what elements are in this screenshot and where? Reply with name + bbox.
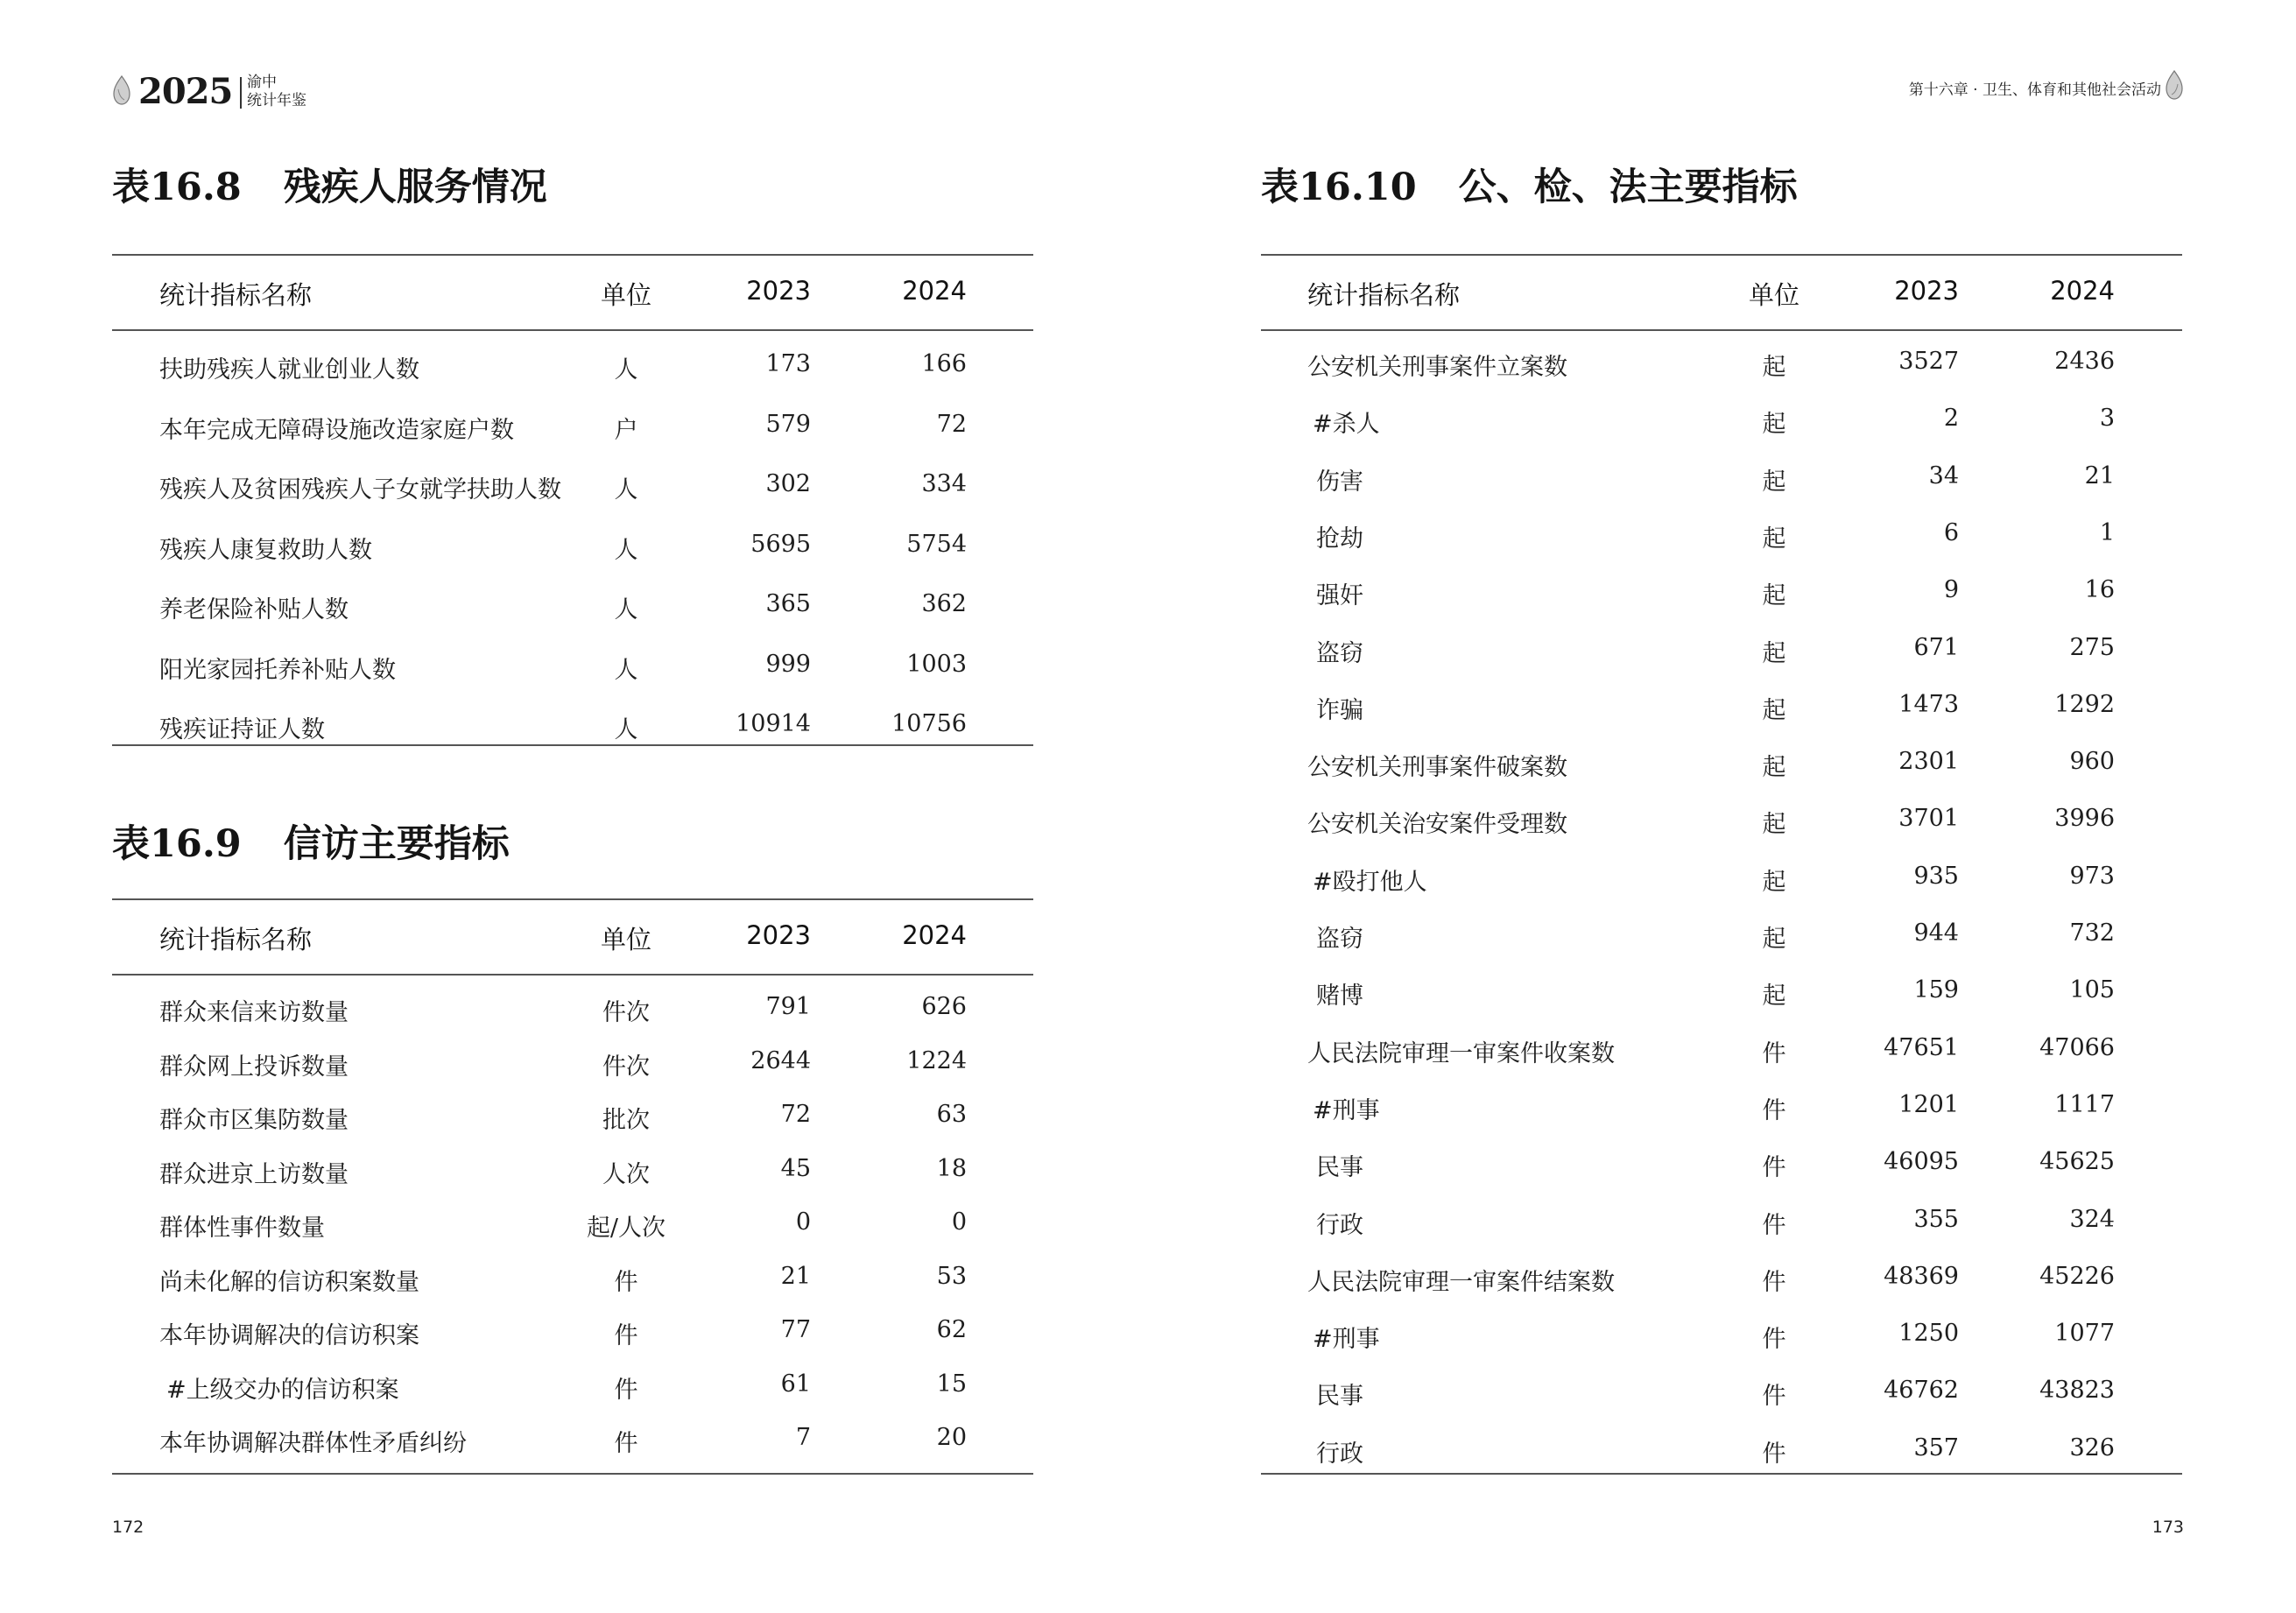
unit-cell: 人次: [602, 1160, 650, 1188]
indicator-name: 群众市区集防数量: [159, 1107, 349, 1134]
table-16-10-header: [0, 276, 2277, 311]
value-2024: 20: [936, 1424, 967, 1451]
table-name: 残疾人服务情况: [283, 166, 547, 209]
unit-cell: 件: [1762, 1096, 1786, 1124]
indicator-name: 残疾人及贫困残疾人子女就学扶助人数: [159, 476, 561, 504]
yearbook-name-line2: 统计年鉴: [247, 92, 306, 109]
value-2024: 21: [2084, 461, 2115, 490]
unit-cell: 件: [614, 1376, 638, 1404]
header-unit: 单位: [600, 925, 651, 954]
unit-cell: 件: [1762, 1440, 1786, 1468]
value-2024: 10756: [891, 710, 967, 737]
yearbook-name-line1: 渝中: [247, 74, 277, 91]
ink-drop-icon: [2165, 70, 2184, 100]
table-row: [0, 1206, 2271, 1241]
value-2023: 5695: [750, 530, 811, 558]
table-row: [0, 805, 2271, 840]
value-2023: 1473: [1898, 690, 1959, 718]
yearbook-name: [247, 74, 317, 110]
value-2024: 960: [2069, 748, 2115, 776]
table-row: [0, 348, 2271, 383]
value-2024: 105: [2069, 976, 2115, 1004]
table-row: [0, 976, 2271, 1011]
value-2023: 944: [1913, 919, 1959, 947]
indicator-name: 赌博: [1316, 983, 1363, 1011]
value-2024: 1117: [2054, 1090, 2115, 1118]
indicator-name: 公安机关治安案件受理数: [1307, 811, 1567, 839]
value-2024: 1077: [2054, 1320, 2115, 1348]
indicator-name: #上级交办的信访积案: [166, 1376, 399, 1404]
indicator-name: 行政: [1316, 1440, 1363, 1468]
value-2024: 45226: [2039, 1262, 2115, 1290]
unit-cell: 件次: [602, 1053, 650, 1081]
table-name: 信访主要指标: [283, 822, 510, 866]
table-bottom-rule: [1261, 1473, 2182, 1475]
table-16-8-title: [112, 158, 547, 211]
value-2024: 0: [951, 1208, 967, 1236]
table-row: [0, 462, 2271, 497]
indicator-name: 扶助残疾人就业创业人数: [159, 356, 419, 384]
table-row: [0, 1434, 2271, 1469]
table-bottom-rule: [112, 744, 1033, 746]
unit-cell: 起: [1762, 754, 1786, 782]
indicator-name: 民事: [1316, 1383, 1363, 1411]
indicator-name: 养老保险补贴人数: [159, 596, 349, 623]
unit-cell: 件: [1762, 1326, 1786, 1354]
table-row: [0, 1148, 2271, 1183]
unit-cell: 起: [1762, 525, 1786, 553]
value-2024: 973: [2069, 862, 2115, 890]
header-year-2024: 2024: [902, 276, 967, 306]
value-2024: 3996: [2054, 805, 2115, 833]
table-top-rule: [112, 254, 1033, 256]
indicator-name: 群众来信来访数量: [159, 999, 349, 1026]
value-2023: 46762: [1884, 1377, 1959, 1405]
value-2023: 34: [1928, 461, 1959, 490]
table-row: [0, 405, 2271, 440]
indicator-name: 阳光家园托养补贴人数: [159, 656, 396, 684]
unit-cell: 起: [1762, 926, 1786, 953]
value-2023: 45: [780, 1154, 811, 1182]
table-row: [0, 634, 2271, 669]
value-2024: 1292: [2054, 690, 2115, 718]
indicator-name: 本年协调解决的信访积案: [159, 1322, 419, 1349]
unit-cell: 件: [614, 1322, 638, 1349]
value-2023: 72: [780, 1101, 811, 1128]
table-header-rule: [112, 329, 1033, 331]
value-2023: 61: [780, 1370, 811, 1398]
value-2023: 355: [1913, 1205, 1959, 1233]
table-number: 表16.10: [1261, 166, 1417, 209]
value-2024: 334: [921, 470, 967, 497]
table-row: [0, 519, 2271, 554]
indicator-name: 本年协调解决群体性矛盾纠纷: [159, 1430, 467, 1457]
header-year-2023: 2023: [1894, 276, 1959, 306]
unit-cell: 起: [1762, 639, 1786, 667]
header-indicator: 统计指标名称: [159, 925, 313, 954]
indicator-name: 抢劫: [1316, 525, 1363, 553]
unit-cell: 起: [1762, 582, 1786, 610]
unit-cell: 起: [1762, 983, 1786, 1011]
table-row: [0, 576, 2271, 611]
table-bottom-rule: [112, 1473, 1033, 1475]
indicator-name: 行政: [1316, 1211, 1363, 1239]
unit-cell: 人: [614, 656, 638, 684]
value-2023: 302: [765, 470, 811, 497]
indicator-name: 民事: [1316, 1154, 1363, 1182]
header-indicator: 统计指标名称: [1307, 280, 1461, 310]
table-row: [0, 1034, 2271, 1069]
indicator-name: 伤害: [1316, 468, 1363, 496]
unit-cell: 件: [614, 1268, 638, 1296]
logo-divider: [240, 77, 242, 109]
unit-cell: 批次: [602, 1107, 650, 1134]
indicator-name: 群众网上投诉数量: [159, 1053, 349, 1081]
value-2024: 326: [2069, 1433, 2115, 1462]
value-2024: 5754: [906, 530, 967, 558]
table-top-rule: [1261, 254, 2182, 256]
value-2023: 159: [1913, 976, 1959, 1004]
header-year-2024: 2024: [902, 920, 967, 950]
table-number: 表16.8: [112, 166, 242, 209]
value-2024: 275: [2069, 633, 2115, 661]
indicator-name: 诈骗: [1316, 696, 1363, 724]
value-2024: 1003: [906, 650, 967, 678]
value-2024: 63: [936, 1101, 967, 1128]
value-2023: 365: [765, 590, 811, 617]
table-row: [0, 1263, 2271, 1298]
value-2024: 18: [936, 1154, 967, 1182]
value-2024: 62: [936, 1316, 967, 1343]
value-2024: 626: [921, 993, 967, 1020]
indicator-name: 群体性事件数量: [159, 1215, 325, 1242]
header-year-2023: 2023: [746, 920, 811, 950]
value-2024: 324: [2069, 1205, 2115, 1233]
chapter-running-head: 第十六章 · 卫生、体育和其他社会活动: [1908, 81, 2161, 99]
ink-drop-icon: [112, 75, 131, 105]
table-16-10-title: [1261, 158, 1798, 211]
header-year-2023: 2023: [746, 276, 811, 306]
value-2023: 9: [1943, 576, 1959, 604]
unit-cell: 人: [614, 536, 638, 564]
table-number: 表16.9: [112, 822, 242, 866]
table-row: [0, 863, 2271, 898]
value-2024: 3: [2099, 405, 2115, 433]
unit-cell: 人: [614, 476, 638, 504]
value-2023: 21: [780, 1262, 811, 1290]
indicator-name: 人民法院审理一审案件收案数: [1307, 1039, 1615, 1067]
value-2023: 2644: [750, 1046, 811, 1074]
value-2024: 43823: [2039, 1377, 2115, 1405]
value-2024: 362: [921, 590, 967, 617]
unit-cell: 件: [1762, 1383, 1786, 1411]
value-2024: 15: [936, 1370, 967, 1398]
value-2023: 173: [765, 350, 811, 377]
indicator-name: 盗窃: [1316, 639, 1363, 667]
header-unit: 单位: [600, 280, 651, 310]
table-top-rule: [112, 898, 1033, 900]
table-row: [0, 919, 2271, 954]
indicator-name: #刑事: [1313, 1326, 1380, 1354]
unit-cell: 件次: [602, 999, 650, 1026]
value-2023: 2301: [1898, 748, 1959, 776]
indicator-name: 强奸: [1316, 582, 1363, 610]
table-name: 公、检、法主要指标: [1458, 166, 1798, 209]
unit-cell: 件: [1762, 1154, 1786, 1182]
value-2023: 0: [795, 1208, 811, 1236]
header-year-2024: 2024: [2050, 276, 2115, 306]
value-2023: 791: [765, 993, 811, 1020]
value-2023: 47651: [1884, 1033, 1959, 1061]
table-row: [0, 1320, 2271, 1355]
unit-cell: 起: [1762, 696, 1786, 724]
value-2023: 671: [1913, 633, 1959, 661]
value-2024: 1: [2099, 518, 2115, 546]
unit-cell: 户: [614, 416, 638, 444]
value-2023: 357: [1913, 1433, 1959, 1462]
yearbook-year: 2025: [138, 71, 233, 112]
value-2024: 47066: [2039, 1033, 2115, 1061]
value-2023: 1250: [1898, 1320, 1959, 1348]
value-2023: 3527: [1898, 348, 1959, 375]
value-2023: 7: [795, 1424, 811, 1451]
unit-cell: 人: [614, 716, 638, 743]
value-2023: 10914: [736, 710, 811, 737]
table-row: [0, 691, 2271, 726]
value-2024: 53: [936, 1262, 967, 1290]
unit-cell: 人: [614, 596, 638, 623]
indicator-name: 残疾人康复救助人数: [159, 536, 372, 564]
indicator-name: 尚未化解的信访积案数量: [159, 1268, 419, 1296]
value-2023: 2: [1943, 405, 1959, 433]
table-row: [0, 748, 2271, 783]
value-2023: 3701: [1898, 805, 1959, 833]
indicator-name: 残疾证持证人数: [159, 716, 325, 743]
unit-cell: 起: [1762, 468, 1786, 496]
unit-cell: 起: [1762, 868, 1786, 896]
indicator-name: #刑事: [1313, 1096, 1380, 1124]
unit-cell: 件: [614, 1430, 638, 1457]
header-indicator: 统计指标名称: [159, 280, 313, 310]
value-2023: 999: [765, 650, 811, 678]
unit-cell: 起: [1762, 811, 1786, 839]
value-2023: 6: [1943, 518, 1959, 546]
page-number-right: 173: [2152, 1518, 2184, 1537]
unit-cell: 起: [1762, 411, 1786, 439]
value-2024: 1224: [906, 1046, 967, 1074]
unit-cell: 人: [614, 356, 638, 384]
indicator-name: 公安机关刑事案件立案数: [1307, 354, 1567, 381]
indicator-name: 盗窃: [1316, 926, 1363, 953]
indicator-name: 本年完成无障碍设施改造家庭户数: [159, 416, 514, 444]
value-2024: 732: [2069, 919, 2115, 947]
value-2023: 579: [765, 410, 811, 438]
value-2023: 48369: [1884, 1262, 1959, 1290]
indicator-name: #杀人: [1313, 411, 1380, 439]
value-2023: 46095: [1884, 1148, 1959, 1176]
value-2024: 72: [936, 410, 967, 438]
table-header-rule: [1261, 329, 2182, 331]
unit-cell: 起/人次: [586, 1215, 666, 1242]
value-2024: 16: [2084, 576, 2115, 604]
unit-cell: 件: [1762, 1039, 1786, 1067]
page-number-left: 172: [112, 1518, 144, 1537]
value-2023: 1201: [1898, 1090, 1959, 1118]
unit-cell: 件: [1762, 1211, 1786, 1239]
indicator-name: 群众进京上访数量: [159, 1160, 349, 1188]
value-2024: 45625: [2039, 1148, 2115, 1176]
value-2024: 2436: [2054, 348, 2115, 375]
table-row: [0, 1091, 2271, 1126]
value-2023: 935: [1913, 862, 1959, 890]
indicator-name: 人民法院审理一审案件结案数: [1307, 1268, 1615, 1296]
table-header-rule: [112, 974, 1033, 976]
indicator-name: #殴打他人: [1313, 868, 1427, 896]
header-unit: 单位: [1748, 280, 1799, 310]
unit-cell: 起: [1762, 354, 1786, 381]
table-row: [0, 1377, 2271, 1412]
indicator-name: 公安机关刑事案件破案数: [1307, 754, 1567, 782]
value-2023: 77: [780, 1316, 811, 1343]
value-2024: 166: [921, 350, 967, 377]
unit-cell: 件: [1762, 1268, 1786, 1296]
